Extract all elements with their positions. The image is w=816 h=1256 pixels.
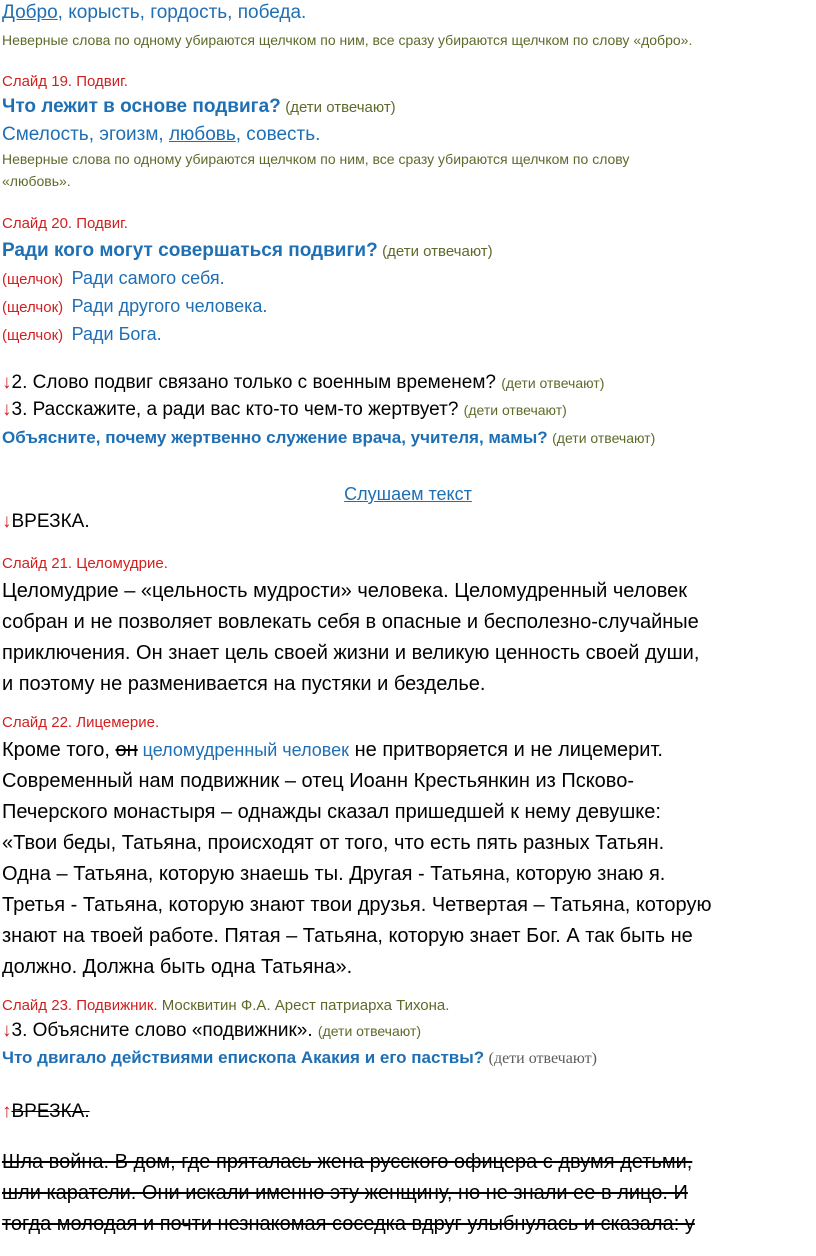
slide-22-label: Слайд 22. Лицемерие.: [2, 714, 160, 731]
click-label: (щелчок): [2, 299, 64, 316]
struck-word: он: [115, 739, 138, 761]
slide-22-text: Современный нам подвижник – отец Иоанн Крестьянкин из Псково-: [2, 770, 634, 792]
question-2-line: [2, 372, 604, 394]
instruction-note-2b: «любовь».: [2, 173, 71, 189]
answer-note: (дети отвечают): [488, 1050, 597, 1067]
insert-label: ВРЕЗКА.: [11, 511, 90, 532]
question-2: 2. Слово подвиг связано только с военным временем?: [11, 372, 496, 393]
click-label: (щелчок): [2, 327, 64, 344]
slide-23-label-extra: Москвитин Ф.А. Арест патриарха Тихона.: [157, 997, 450, 1014]
slide-22-text: должно. Должна быть одна Татьяна».: [2, 956, 353, 978]
down-arrow-icon: ↓: [2, 511, 12, 532]
slide-20-label: Слайд 20. Подвиг.: [2, 215, 128, 232]
listen-heading-row: [0, 484, 816, 505]
slide-21-text: и поэтому не разменивается на пустяки и безделье.: [2, 673, 486, 695]
question-bold: Объясните, почему жертвенно служение врача, учителя, мамы?: [2, 428, 548, 447]
slide-22-text: Печерского монастыря – однажды сказал пришедшей к нему девушке:: [2, 801, 661, 823]
answer-note: (дети отвечают): [382, 243, 493, 260]
words-rest: , корысть, гордость, победа.: [57, 2, 307, 23]
slide-23-label-line: [2, 997, 449, 1014]
slide-23-question-line: [2, 1020, 421, 1042]
slide-22-text: «Твои беды, Татьяна, происходят от того, что есть пять разных Татьян.: [2, 832, 665, 854]
insert-line: [2, 511, 90, 533]
text-a: Кроме того,: [2, 739, 116, 761]
slide-19-words: [2, 124, 320, 146]
down-arrow-icon: ↓: [2, 399, 12, 420]
question-bold-line: [2, 428, 655, 448]
answer-note: (дети отвечают): [285, 99, 396, 116]
slide-20-question: Ради кого могут совершаться подвиги?: [2, 240, 378, 261]
up-arrow-icon: ↑: [2, 1101, 12, 1122]
blue-phrase: целомудренный человек: [137, 740, 350, 760]
slide-23-label: Слайд 23. Подвижник.: [2, 997, 158, 1014]
instruction-note-1: Неверные слова по одному убираются щелчком по ним, все сразу убираются щелчком по слову «добро».: [2, 32, 693, 48]
item-text[interactable]: Ради Бога.: [71, 324, 162, 344]
item-text[interactable]: Ради самого себя.: [71, 268, 225, 288]
text-b: не притворяется и не лицемерит.: [349, 739, 663, 761]
insert-2-text: шли каратели. Они искали именно эту женщину, но не знали ее в лицо. И: [2, 1182, 688, 1204]
listen-heading[interactable]: Слушаем текст: [344, 484, 472, 504]
insert-2-text: тогда молодая и почти незнакомая соседка вдруг улыбнулась и сказала: у: [2, 1213, 695, 1235]
words-line-1: [2, 2, 306, 24]
word-dobro[interactable]: Добро: [2, 2, 58, 23]
slide-21-text: Целомудрие – «цельность мудрости» человека. Целомудренный человек: [2, 580, 688, 602]
slide-23-question-3: 3. Объясните слово «подвижник».: [11, 1020, 313, 1041]
slide-22-text: Одна – Татьяна, которую знаешь ты. Другая - Татьяна, которую знаю я.: [2, 863, 666, 885]
click-label: (щелчок): [2, 271, 64, 288]
slide-20-item: [2, 324, 162, 345]
slide-21-text: собран и не позволяет вовлекать себя в опасные и бесполезно-случайные: [2, 611, 699, 633]
down-arrow-icon: ↓: [2, 372, 12, 393]
question-3: 3. Расскажите, а ради вас кто-то чем-то жертвует?: [11, 399, 459, 420]
slide-20-item: [2, 268, 225, 289]
slide-19-question: Что лежит в основе подвига?: [2, 96, 281, 117]
slide-22-text: знают на твоей работе. Пятая – Татьяна, которую знает Бог. А так быть не: [2, 925, 693, 947]
words-a: Смелость, эгоизм,: [2, 124, 169, 145]
words-b: , совесть.: [235, 124, 321, 145]
slide-23-bold-line: [2, 1048, 597, 1068]
answer-note: (дети отвечают): [463, 402, 567, 418]
slide-22-text: Третья - Татьяна, которую знают твои друзья. Четвертая – Татьяна, которую: [2, 894, 712, 916]
question-3-line: [2, 399, 567, 421]
answer-note: (дети отвечают): [552, 430, 656, 446]
instruction-note-2a: Неверные слова по одному убираются щелчком по ним, все сразу убираются щелчком по слову: [2, 151, 630, 167]
slide-21-label: Слайд 21. Целомудрие.: [2, 555, 168, 572]
answer-note: (дети отвечают): [501, 375, 605, 391]
slide-19-label: Слайд 19. Подвиг.: [2, 73, 128, 90]
slide-23-question-bold: Что двигало действиями епископа Акакия и его паствы?: [2, 1048, 485, 1067]
word-love[interactable]: любовь: [168, 124, 236, 145]
insert-2-line: [2, 1101, 90, 1123]
slide-21-text: приключения. Он знает цель своей жизни и великую ценность своей души,: [2, 642, 700, 664]
slide-20-question-line: [2, 240, 493, 262]
answer-note: (дети отвечают): [317, 1023, 422, 1039]
insert-2-label: ВРЕЗКА.: [11, 1101, 90, 1122]
item-text[interactable]: Ради другого человека.: [71, 296, 268, 316]
slide-20-item: [2, 296, 267, 317]
down-arrow-icon: ↓: [2, 1020, 12, 1041]
insert-2-text: Шла война. В дом, где пряталась жена русского офицера с двумя детьми,: [2, 1151, 693, 1173]
slide-22-first-line: [2, 735, 663, 766]
slide-19-question-line: [2, 96, 396, 118]
